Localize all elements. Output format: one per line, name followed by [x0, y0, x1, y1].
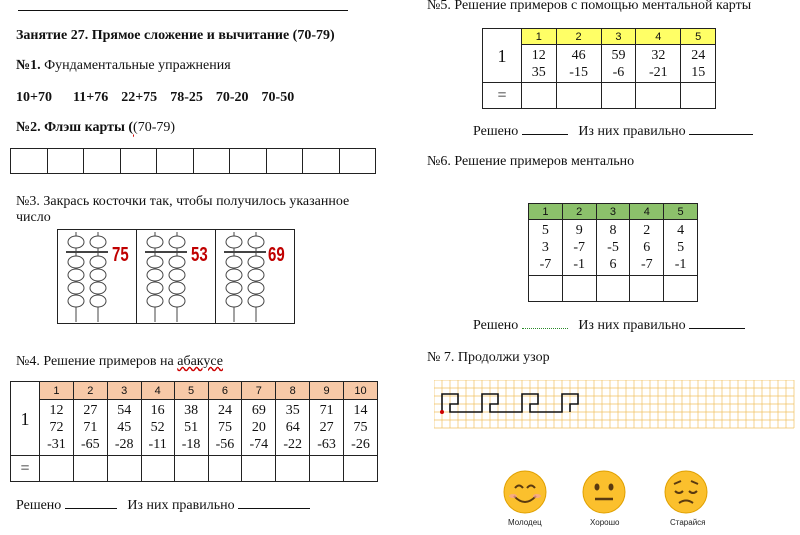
- col-header: 5: [681, 29, 716, 45]
- example-number: -7: [539, 257, 552, 272]
- example-number: 12: [49, 403, 64, 418]
- example-3: 22+75: [121, 90, 158, 105]
- pattern-grid[interactable]: [434, 380, 798, 430]
- example-cell: [636, 45, 681, 83]
- abacus-cell-1: [58, 230, 137, 323]
- example-number: -28: [114, 437, 134, 452]
- top-rule: [18, 10, 348, 11]
- col-header: 7: [242, 382, 276, 400]
- example-number: 38: [184, 403, 199, 418]
- answer-cell[interactable]: [73, 456, 107, 482]
- answer-cell[interactable]: [636, 83, 681, 109]
- target-number-3: 69: [268, 244, 285, 266]
- example-cell: [276, 400, 310, 456]
- col-header: 2: [562, 204, 596, 220]
- mental-examples-table: [528, 203, 698, 302]
- answer-cell[interactable]: [601, 83, 636, 109]
- example-cell: [562, 220, 596, 276]
- example-cell: [40, 400, 74, 456]
- caption-good: Хорошо: [590, 518, 620, 527]
- flash-cell[interactable]: [340, 149, 376, 173]
- answer-cell[interactable]: [522, 83, 557, 109]
- col-header: 4: [630, 204, 664, 220]
- equals-label: =: [483, 83, 522, 109]
- abacus-icon[interactable]: [64, 232, 112, 322]
- answer-cell[interactable]: [562, 276, 596, 302]
- col-header: 3: [596, 204, 630, 220]
- task5-result-line: Решено Из них правильно: [473, 124, 753, 140]
- smiling-face-icon[interactable]: [503, 470, 547, 514]
- example-number: 69: [251, 403, 266, 418]
- abacus-examples-table: [10, 381, 378, 482]
- start-dot: [440, 410, 444, 414]
- answer-cell[interactable]: [276, 456, 310, 482]
- example-cell: [242, 400, 276, 456]
- task7-label: № 7. Продолжи узор: [427, 350, 550, 365]
- answer-cell[interactable]: [174, 456, 208, 482]
- flash-cell[interactable]: [48, 149, 85, 173]
- pensive-face-icon[interactable]: [664, 470, 708, 514]
- example-number: 5: [677, 240, 685, 255]
- answer-cell[interactable]: [310, 456, 344, 482]
- example-number: -11: [148, 437, 167, 452]
- example-number: 71: [319, 403, 334, 418]
- example-number: -22: [283, 437, 303, 452]
- flash-card-strip: [10, 148, 376, 174]
- answer-cell[interactable]: [664, 276, 698, 302]
- example-number: 4: [677, 223, 685, 238]
- example-number: 75: [217, 420, 232, 435]
- example-number: 6: [643, 240, 651, 255]
- example-number: 72: [49, 420, 64, 435]
- col-header: 1: [522, 29, 557, 45]
- example-number: -26: [351, 437, 370, 452]
- example-number: -6: [612, 64, 625, 80]
- task3-label-line1: №3. Закрась косточки так, чтобы получилось указанное: [16, 194, 350, 209]
- example-number: 16: [150, 403, 165, 418]
- flash-cell[interactable]: [121, 149, 158, 173]
- col-header: 1: [529, 204, 563, 220]
- example-number: 71: [83, 420, 98, 435]
- task2-label: №2. Флэш карты ((70-79): [16, 120, 176, 135]
- col-header: 3: [107, 382, 141, 400]
- example-number: 8: [609, 223, 617, 238]
- neutral-face-icon[interactable]: [582, 470, 626, 514]
- example-number: 5: [541, 223, 549, 238]
- example-number: 35: [531, 64, 546, 80]
- col-header: 3: [601, 29, 636, 45]
- example-2: 11+76: [72, 90, 109, 105]
- task6-label: №6. Решение примеров ментально: [427, 154, 635, 169]
- solved-blank[interactable]: [65, 508, 117, 509]
- example-cell: [522, 45, 557, 83]
- abacus-icon[interactable]: [143, 232, 191, 322]
- example-number: 15: [691, 64, 706, 80]
- col-header: 6: [208, 382, 242, 400]
- example-cell: [664, 220, 698, 276]
- task1-examples: [16, 90, 294, 106]
- mental-map-table: [482, 28, 716, 109]
- abacus-cell-2: [137, 230, 216, 323]
- example-number: 46: [571, 47, 586, 63]
- example-number: -31: [47, 437, 66, 452]
- answer-cell[interactable]: [556, 83, 601, 109]
- example-cell: [596, 220, 630, 276]
- row-label: 1: [483, 29, 522, 83]
- col-header: 10: [344, 382, 378, 400]
- example-number: 12: [531, 47, 546, 63]
- example-number: 64: [285, 420, 300, 435]
- answer-cell[interactable]: [40, 456, 74, 482]
- abacus-icon[interactable]: [222, 232, 270, 322]
- correct-blank[interactable]: [689, 134, 753, 135]
- equals-label: =: [11, 456, 40, 482]
- example-number: 51: [184, 420, 199, 435]
- col-header: 8: [276, 382, 310, 400]
- example-number: 27: [319, 420, 334, 435]
- task5-label: №5. Решение примеров с помощью ментальной карты: [427, 0, 752, 13]
- flash-cell[interactable]: [230, 149, 267, 173]
- answer-cell[interactable]: [208, 456, 242, 482]
- example-number: 35: [285, 403, 300, 418]
- lesson-title: Занятие 27. Прямое сложение и вычитание (70-79): [16, 28, 335, 43]
- pattern-start: [442, 394, 578, 412]
- example-number: 27: [83, 403, 98, 418]
- example-number: 52: [150, 420, 165, 435]
- col-header: 4: [636, 29, 681, 45]
- answer-cell[interactable]: [141, 456, 174, 482]
- solved-blank[interactable]: [522, 328, 568, 329]
- target-number-2: 53: [191, 244, 208, 266]
- example-number: -65: [80, 437, 100, 452]
- answer-cell[interactable]: [107, 456, 141, 482]
- col-header: 2: [556, 29, 601, 45]
- example-number: 14: [353, 403, 368, 418]
- example-5: 70-20: [215, 90, 249, 105]
- example-number: -1: [573, 257, 586, 272]
- flash-cell[interactable]: [267, 149, 304, 173]
- example-cell: [310, 400, 344, 456]
- example-number: -15: [569, 64, 588, 80]
- example-4: 78-25: [170, 90, 203, 105]
- answer-cell[interactable]: [630, 276, 664, 302]
- task6-result-line: Решено Из них правильно: [473, 318, 745, 334]
- task4-label: №4. Решение примеров на абакусе: [16, 354, 224, 369]
- flash-cell[interactable]: [157, 149, 194, 173]
- col-header: 2: [73, 382, 107, 400]
- example-number: 2: [643, 223, 651, 238]
- col-header: 5: [174, 382, 208, 400]
- example-number: -74: [249, 437, 269, 452]
- example-cell: [344, 400, 378, 456]
- example-number: 24: [217, 403, 232, 418]
- answer-cell[interactable]: [596, 276, 630, 302]
- example-cell: [529, 220, 563, 276]
- col-header: 1: [40, 382, 74, 400]
- task1-label: №1. Фундаментальные упражнения: [16, 58, 231, 73]
- example-number: -5: [607, 240, 619, 255]
- example-cell: [174, 400, 208, 456]
- example-6: 70-50: [261, 90, 295, 105]
- flash-cell[interactable]: [194, 149, 231, 173]
- solved-blank[interactable]: [522, 134, 568, 135]
- example-cell: [556, 45, 601, 83]
- example-cell: [208, 400, 242, 456]
- abacus-cell-3: [216, 230, 294, 323]
- example-cell: [107, 400, 141, 456]
- flash-cell[interactable]: [11, 149, 48, 173]
- example-number: 9: [575, 223, 583, 238]
- example-cell: [141, 400, 174, 456]
- caption-good-job: Молодец: [508, 518, 542, 527]
- example-number: 45: [117, 420, 132, 435]
- col-header: 5: [664, 204, 698, 220]
- correct-blank[interactable]: [689, 328, 745, 329]
- example-cell: [601, 45, 636, 83]
- example-number: 20: [251, 420, 266, 435]
- example-number: -7: [573, 240, 586, 255]
- answer-cell[interactable]: [529, 276, 563, 302]
- answer-cell[interactable]: [344, 456, 378, 482]
- example-cell: [681, 45, 716, 83]
- example-number: -1: [674, 257, 687, 272]
- col-header: 9: [310, 382, 344, 400]
- example-number: 6: [609, 257, 617, 272]
- correct-blank[interactable]: [238, 508, 310, 509]
- example-number: 3: [541, 240, 549, 255]
- example-cell: [630, 220, 664, 276]
- answer-cell[interactable]: [681, 83, 716, 109]
- example-cell: [73, 400, 107, 456]
- example-number: 32: [651, 47, 666, 63]
- abacus-panel: [57, 229, 295, 324]
- example-number: 24: [691, 47, 706, 63]
- caption-try-harder: Старайся: [670, 518, 706, 527]
- answer-cell[interactable]: [242, 456, 276, 482]
- example-number: -18: [181, 437, 201, 452]
- col-header: 4: [141, 382, 174, 400]
- target-number-1: 75: [112, 244, 129, 266]
- example-1: 10+70: [16, 90, 52, 105]
- example-number: 59: [611, 47, 626, 63]
- row-label: 1: [11, 382, 40, 456]
- flash-cell[interactable]: [84, 149, 121, 173]
- flash-cell[interactable]: [303, 149, 340, 173]
- example-number: 54: [117, 403, 132, 418]
- task4-result-line: Решено Из них правильно: [16, 498, 310, 514]
- task3-label-line2: число: [16, 210, 51, 225]
- example-number: -7: [640, 257, 653, 272]
- example-number: -21: [649, 64, 668, 80]
- example-number: 75: [353, 420, 368, 435]
- example-number: -56: [215, 437, 235, 452]
- example-number: -63: [317, 437, 336, 452]
